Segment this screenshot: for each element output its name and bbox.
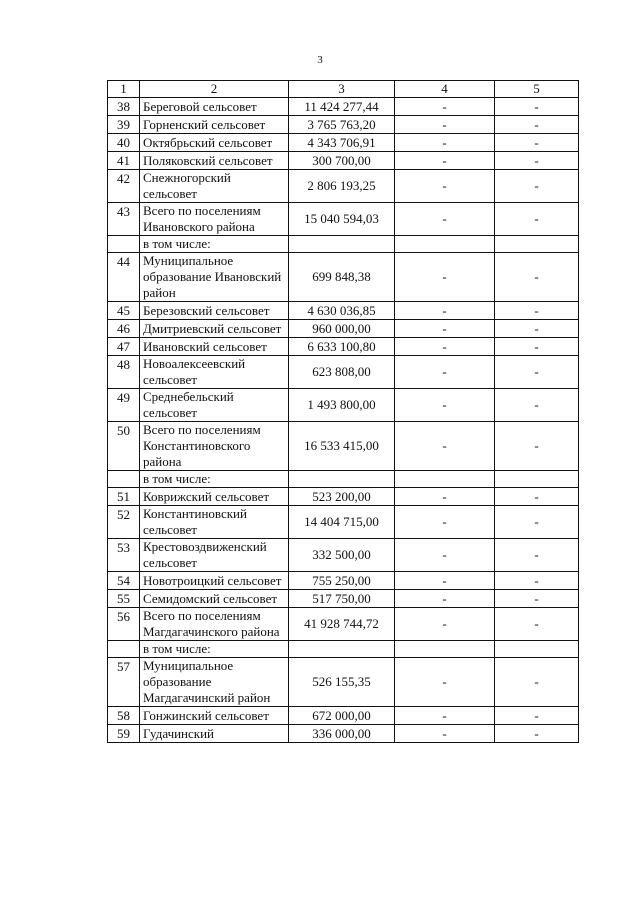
row-number: 55 — [108, 590, 140, 608]
column-5-cell: - — [495, 389, 579, 422]
settlement-name: Всего по поселениям Константиновского района — [140, 422, 289, 471]
table-row — [108, 302, 579, 320]
table-row — [108, 725, 579, 743]
column-4-cell: - — [395, 389, 495, 422]
amount-cell: 16 533 415,00 — [289, 422, 395, 471]
table-row — [108, 320, 579, 338]
column-header: 2 — [140, 81, 289, 98]
amount-cell: 623 808,00 — [289, 356, 395, 389]
row-number: 57 — [108, 658, 140, 707]
settlement-name: Береговой сельсовет — [140, 98, 289, 116]
column-4-cell: - — [395, 572, 495, 590]
row-number: 47 — [108, 338, 140, 356]
row-number: 48 — [108, 356, 140, 389]
budget-table — [107, 80, 579, 743]
column-5-cell: - — [495, 320, 579, 338]
column-4-cell: - — [395, 608, 495, 641]
column-4-cell: - — [395, 539, 495, 572]
row-number: 58 — [108, 707, 140, 725]
column-4-cell: - — [395, 356, 495, 389]
column-5-cell: - — [495, 170, 579, 203]
column-4-cell — [395, 641, 495, 658]
settlement-name: в том числе: — [140, 471, 289, 488]
amount-cell: 4 343 706,91 — [289, 134, 395, 152]
table-row — [108, 236, 579, 253]
amount-cell: 699 848,38 — [289, 253, 395, 302]
table-row — [108, 338, 579, 356]
column-4-cell: - — [395, 134, 495, 152]
column-4-cell: - — [395, 506, 495, 539]
column-5-cell: - — [495, 152, 579, 170]
row-number: 51 — [108, 488, 140, 506]
amount-cell: 517 750,00 — [289, 590, 395, 608]
column-5-cell: - — [495, 506, 579, 539]
settlement-name: Гонжинский сельсовет — [140, 707, 289, 725]
table-row — [108, 134, 579, 152]
table-row — [108, 506, 579, 539]
column-5-cell: - — [495, 572, 579, 590]
column-5-cell: - — [495, 134, 579, 152]
column-4-cell — [395, 471, 495, 488]
table-row — [108, 356, 579, 389]
row-number: 39 — [108, 116, 140, 134]
amount-cell: 1 493 800,00 — [289, 389, 395, 422]
amount-cell: 332 500,00 — [289, 539, 395, 572]
amount-cell: 755 250,00 — [289, 572, 395, 590]
column-header: 3 — [289, 81, 395, 98]
table-row — [108, 170, 579, 203]
row-number: 59 — [108, 725, 140, 743]
column-5-cell: - — [495, 422, 579, 471]
column-5-cell — [495, 236, 579, 253]
table-row — [108, 590, 579, 608]
settlement-name: Снежногорский сельсовет — [140, 170, 289, 203]
column-4-cell: - — [395, 170, 495, 203]
row-number: 46 — [108, 320, 140, 338]
row-number: 43 — [108, 203, 140, 236]
column-5-cell: - — [495, 302, 579, 320]
row-number: 41 — [108, 152, 140, 170]
row-number: 42 — [108, 170, 140, 203]
settlement-name: Семидомский сельсовет — [140, 590, 289, 608]
table-row — [108, 707, 579, 725]
column-4-cell: - — [395, 338, 495, 356]
column-4-cell: - — [395, 98, 495, 116]
table-row — [108, 116, 579, 134]
table-row — [108, 152, 579, 170]
amount-cell: 960 000,00 — [289, 320, 395, 338]
settlement-name: Среднебельский сельсовет — [140, 389, 289, 422]
amount-cell: 6 633 100,80 — [289, 338, 395, 356]
table-row — [108, 641, 579, 658]
row-number: 49 — [108, 389, 140, 422]
column-header: 1 — [108, 81, 140, 98]
amount-cell: 300 700,00 — [289, 152, 395, 170]
table-body — [108, 98, 579, 743]
column-4-cell: - — [395, 253, 495, 302]
table-row — [108, 572, 579, 590]
table-row — [108, 203, 579, 236]
settlement-name: Поляковский сельсовет — [140, 152, 289, 170]
table-row — [108, 253, 579, 302]
column-5-cell — [495, 641, 579, 658]
table-row — [108, 539, 579, 572]
column-4-cell: - — [395, 488, 495, 506]
column-5-cell: - — [495, 725, 579, 743]
column-5-cell: - — [495, 608, 579, 641]
amount-cell: 526 155,35 — [289, 658, 395, 707]
column-5-cell: - — [495, 116, 579, 134]
settlement-name: Октябрьский сельсовет — [140, 134, 289, 152]
amount-cell: 672 000,00 — [289, 707, 395, 725]
settlement-name: Коврижский сельсовет — [140, 488, 289, 506]
row-number: 50 — [108, 422, 140, 471]
table-row — [108, 389, 579, 422]
amount-cell: 4 630 036,85 — [289, 302, 395, 320]
settlement-name: Гудачинский — [140, 725, 289, 743]
settlement-name: Муниципальное образование Ивановский район — [140, 253, 289, 302]
settlement-name: Горненский сельсовет — [140, 116, 289, 134]
row-number: 40 — [108, 134, 140, 152]
column-header: 5 — [495, 81, 579, 98]
settlement-name: Всего по поселениям Магдагачинского района — [140, 608, 289, 641]
column-5-cell: - — [495, 539, 579, 572]
table-row — [108, 658, 579, 707]
row-number: 52 — [108, 506, 140, 539]
column-5-cell: - — [495, 488, 579, 506]
column-header: 4 — [395, 81, 495, 98]
column-5-cell: - — [495, 590, 579, 608]
amount-cell: 41 928 744,72 — [289, 608, 395, 641]
column-4-cell — [395, 236, 495, 253]
settlement-name: Ивановский сельсовет — [140, 338, 289, 356]
settlement-name: в том числе: — [140, 236, 289, 253]
row-number: 44 — [108, 253, 140, 302]
column-5-cell: - — [495, 356, 579, 389]
row-number: 56 — [108, 608, 140, 641]
amount-cell — [289, 471, 395, 488]
row-number — [108, 641, 140, 658]
settlement-name: Новоалексеевский сельсовет — [140, 356, 289, 389]
row-number — [108, 471, 140, 488]
settlement-name: Константиновский сельсовет — [140, 506, 289, 539]
column-4-cell: - — [395, 203, 495, 236]
table-row — [108, 488, 579, 506]
row-number: 38 — [108, 98, 140, 116]
settlement-name: Всего по поселениям Ивановского района — [140, 203, 289, 236]
column-4-cell: - — [395, 422, 495, 471]
settlement-name: Дмитриевский сельсовет — [140, 320, 289, 338]
header-row — [108, 81, 579, 98]
table-row — [108, 98, 579, 116]
amount-cell: 523 200,00 — [289, 488, 395, 506]
row-number: 45 — [108, 302, 140, 320]
column-4-cell: - — [395, 725, 495, 743]
amount-cell: 11 424 277,44 — [289, 98, 395, 116]
row-number — [108, 236, 140, 253]
table-row — [108, 608, 579, 641]
amount-cell: 336 000,00 — [289, 725, 395, 743]
column-4-cell: - — [395, 302, 495, 320]
amount-cell — [289, 236, 395, 253]
table-row — [108, 422, 579, 471]
column-5-cell: - — [495, 253, 579, 302]
column-4-cell: - — [395, 116, 495, 134]
column-4-cell: - — [395, 152, 495, 170]
amount-cell: 2 806 193,25 — [289, 170, 395, 203]
column-5-cell — [495, 471, 579, 488]
column-5-cell: - — [495, 658, 579, 707]
amount-cell — [289, 641, 395, 658]
settlement-name: Березовский сельсовет — [140, 302, 289, 320]
settlement-name: Крестовоздвиженский сельсовет — [140, 539, 289, 572]
column-5-cell: - — [495, 707, 579, 725]
settlement-name: Новотроицкий сельсовет — [140, 572, 289, 590]
column-4-cell: - — [395, 658, 495, 707]
settlement-name: Муниципальное образование Магдагачинский район — [140, 658, 289, 707]
row-number: 53 — [108, 539, 140, 572]
column-4-cell: - — [395, 707, 495, 725]
amount-cell: 3 765 763,20 — [289, 116, 395, 134]
page-number: 3 — [317, 54, 323, 66]
column-4-cell: - — [395, 590, 495, 608]
table-row — [108, 471, 579, 488]
column-5-cell: - — [495, 98, 579, 116]
amount-cell: 15 040 594,03 — [289, 203, 395, 236]
column-5-cell: - — [495, 338, 579, 356]
settlement-name: в том числе: — [140, 641, 289, 658]
amount-cell: 14 404 715,00 — [289, 506, 395, 539]
row-number: 54 — [108, 572, 140, 590]
column-5-cell: - — [495, 203, 579, 236]
column-4-cell: - — [395, 320, 495, 338]
